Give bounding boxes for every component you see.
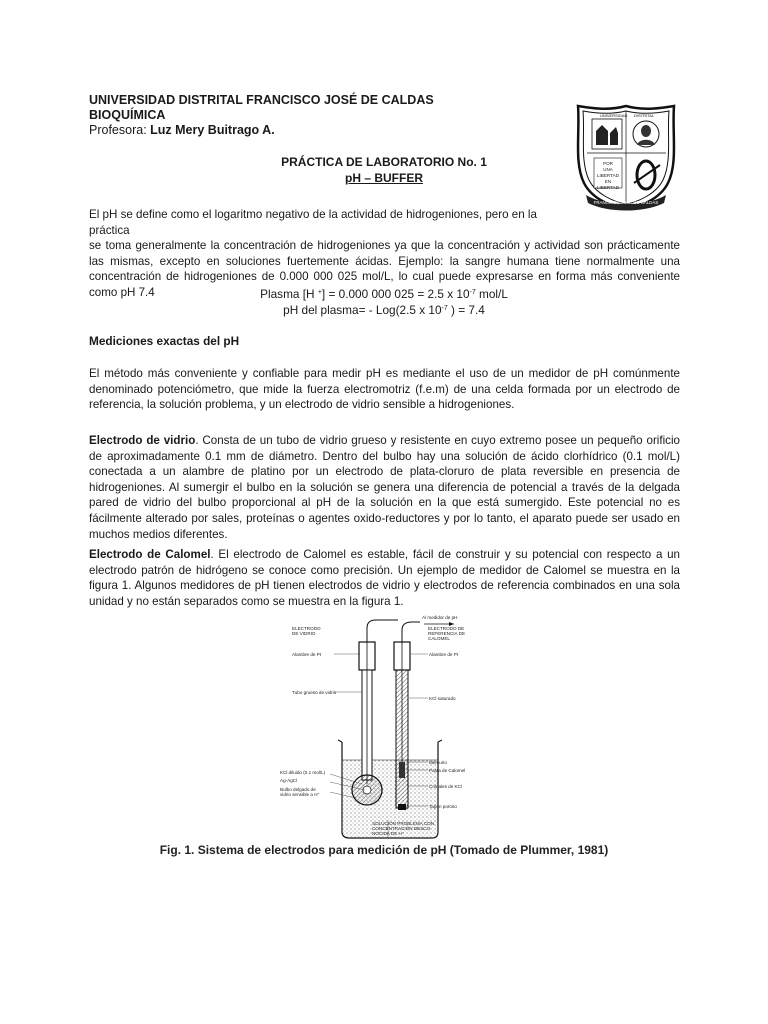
intro-first-line: El pH se define como el logaritmo negativo de la actividad de hidrogeniones, pero en la práctica [89, 208, 537, 237]
seal-motto-4: EN [604, 179, 612, 184]
seal-motto-1: POR [603, 161, 613, 166]
label-kcl-crystals: Cristales de KCl [429, 784, 462, 789]
label-solution-2: CONCENTRACIÓN DESCO- [372, 826, 432, 831]
label-solution-3: NOCIDA DE H⁺ [372, 831, 405, 836]
practice-title: PRÁCTICA DE LABORATORIO No. 1 [281, 155, 487, 169]
label-pt-wire-right: Alambre de Pt [429, 652, 459, 657]
seal-ring: FRANCISCO JOSÉ DE CALDAS [593, 200, 659, 205]
method-paragraph: El método más conveniente y confiable para medir pH es mediante el uso de un medidor de pH comúnmente denominado potenciómetro, que mide la fuerza electromotriz (f.e.m) de una celda formada por un electrodo de referencia, la solución problema, y un electrodo de vidrio sensible a hidrogeniones. [89, 367, 680, 412]
seal-motto-5: LIBERTAD [596, 185, 620, 190]
electrode-diagram [278, 612, 538, 840]
formula-ph-b: ) = 7.4 [447, 303, 485, 317]
formula-plasma [0, 287, 768, 302]
label-agagcl: Ag-AgCl [280, 778, 298, 783]
professor-label: Profesora: [89, 123, 151, 137]
glass-electrode-term: Electrodo de vidrio [89, 434, 196, 447]
department-name: BIOQUÍMICA [89, 108, 166, 122]
label-ref-electrode-3: CALOMEL [428, 636, 450, 641]
label-thick-tube: Tubo grueso de vidrio [292, 690, 337, 695]
seal-banner-1: UNIVERSIDAD [600, 113, 628, 118]
label-mercury: Mercurio [429, 760, 447, 765]
seal-banner-2: DISTRITAL [634, 113, 655, 118]
section-title: Mediciones exactas del pH [89, 334, 240, 348]
formula-plasma-b: ] = 0.000 000 025 = 2.5 x 10 [321, 287, 470, 301]
practice-subtitle: pH – BUFFER [345, 171, 423, 185]
label-ref-electrode-2: REFERENCIA DE [428, 631, 466, 636]
label-ref-electrode-1: ELECTRODO DE [428, 626, 465, 631]
label-pt-wire-left: Alambre de Pt [292, 652, 322, 657]
label-solution-1: SOLUCIÓN PROBLEMA CON [372, 821, 435, 826]
glass-electrode-paragraph [89, 433, 680, 542]
professor-name: Luz Mery Buitrago A. [150, 123, 275, 137]
label-calomel-paste: Pasta de Calomel [429, 768, 466, 773]
label-kcl-saturated: KCl saturado [429, 696, 456, 701]
label-glass-electrode-1: ELECTRODO [292, 626, 321, 631]
formula-plasma-sup1: + [317, 289, 322, 296]
seal-motto-3: LIBERTAD [596, 173, 620, 178]
calomel-electrode-text: . El electrodo de Calomel es estable, fácil de construir y su potencial con respecto a un electrodo patrón de hidrógeno se conoce como precisión. Un ejemplo de medidor de Calomel se muestra en la figura 1. Algunos medidores de pH tienen electrodos de vidrio y electrodos de referencia combinados en una sola unidad y no están separados como se muestra en la figura 1. [89, 548, 680, 608]
formula-plasma-a: Plasma [H [260, 287, 318, 301]
university-name: UNIVERSIDAD DISTRITAL FRANCISCO JOSÉ DE CALDAS [89, 93, 434, 107]
formula-ph [0, 303, 768, 318]
formula-ph-sup: -7 [441, 305, 448, 312]
calomel-electrode-term: Electrodo de Calomel [89, 548, 211, 561]
professor-line [89, 123, 434, 138]
intro-rest: se toma generalmente la concentración de hidrogeniones ya que la concentración y actividad son prácticamente las mismas, excepto en soluciones fuertemente ácidas. Ejemplo: la sangre humana tiene normalmente una concentración de hidrogeniones de 0.000 000 025 mol/L, lo cual puede expresarse en forma más conveniente como pH 7.4 [89, 239, 680, 299]
document-header [89, 93, 434, 138]
formula-plasma-c: mol/L [475, 287, 508, 301]
seal-motto-2: UNA [603, 167, 613, 172]
label-to-meter: Al medidor de pH [422, 615, 458, 620]
calomel-electrode-paragraph [89, 547, 680, 609]
label-porous-plug: Tapón poroso [429, 804, 457, 809]
label-thin-bulb-1: Bulbo delgado de [280, 787, 316, 792]
glass-electrode-text: . Consta de un tubo de vidrio grueso y resistente en cuyo extremo posee un pequeño orificio de aproximadamente 0.1 mm de diámetro. Dentro del bulbo hay una solución de ácido clorhídrico (0.1 mol/L) conectada a un alambre de platino por un electrodo de plata-cloruro de plata reversible en presencia de hidrogeniones. Al sumergir el bulbo en la solución se genera una diferencia de potencial a través de la delgada pared de vidrio del bulbo proporcional al pH de la solución en la que está sumergido. Este potencial no es fácilmente alterado por sales, proteínas o agentes oxido-reductores y por lo tanto, el aparato puede ser usado en muchos medios diferentes. [89, 434, 680, 541]
formula-ph-a: pH del plasma= - Log(2.5 x 10 [283, 303, 442, 317]
label-glass-electrode-2: DE VIDRIO [292, 631, 316, 636]
label-hcl: KCl diluido (0.1 mol/L) [280, 770, 326, 775]
formula-plasma-sup2: -7 [469, 289, 476, 296]
label-thin-bulb-2: vidrio sensible a H⁺ [280, 792, 320, 797]
figure-caption: Fig. 1. Sistema de electrodos para medición de pH (Tomado de Plummer, 1981) [159, 843, 609, 857]
